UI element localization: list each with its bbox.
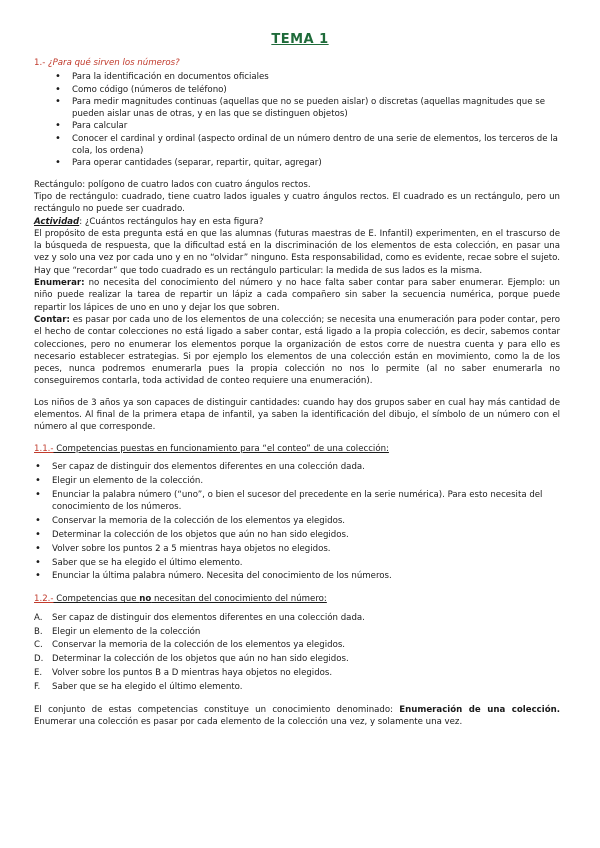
list-item: • Enunciar la última palabra número. Necesita del conocimiento de los números. bbox=[34, 570, 560, 582]
list-item: • Volver sobre los puntos 2 a 5 mientras haya objetos no elegidos. bbox=[34, 543, 560, 555]
activity-question: ¿Cuántos rectángulos hay en esta figura? bbox=[84, 216, 264, 227]
list-item: • Para medir magnitudes continuas (aquellas que no se pueden aislar) o discretas (aquellas magnitudes que se pueden aislar unas de otras, y en las que se distinguen objetos) bbox=[34, 96, 560, 121]
list-item: F. Saber que se ha elegido el último elemento. bbox=[34, 682, 243, 693]
list-item: • Conservar la memoria de la colección de los elementos ya elegidos. bbox=[34, 515, 560, 527]
activity-line: Actividad: ¿Cuántos rectángulos hay en esta figura? bbox=[34, 216, 264, 227]
competencies-list bbox=[34, 461, 560, 583]
list-item: A. Ser capaz de distinguir dos elementos diferentes en una colección dada. bbox=[34, 612, 365, 623]
document-body bbox=[34, 57, 560, 729]
section-heading-1-2: 1.2.- Competencias que no necesitan del conocimiento del número: bbox=[34, 594, 327, 605]
enumeration-term: Enumeración de una colección. bbox=[399, 704, 560, 715]
ninos-paragraph: Los niños de 3 años ya son capaces de distinguir cantidades: cuando hay dos grupos saber en cual hay más cantidad de elementos. Al final de la primera etapa de infantil, ya saben la identificación del dibujo, el símbolo de un número con el número al que corresponde. bbox=[34, 397, 560, 433]
no-number-competencies-list bbox=[34, 612, 560, 694]
list-item: D. Determinar la colección de los objetos que aún no han sido elegidos. bbox=[34, 654, 349, 665]
list-item: • Saber que se ha elegido el último elemento. bbox=[34, 557, 560, 569]
list-item: • Elegir un elemento de la colección. bbox=[34, 475, 560, 487]
list-item: • Como código (números de teléfono) bbox=[34, 84, 560, 96]
question-heading bbox=[34, 57, 560, 69]
uses-list bbox=[34, 71, 560, 169]
list-item: • Para operar cantidades (separar, repartir, quitar, agregar) bbox=[34, 157, 560, 169]
list-item: • Enunciar la palabra número (“uno”, o bien el sucesor del precedente en la serie numérica). Para esto necesita del conocimiento de los números. bbox=[34, 489, 560, 514]
enumerar-paragraph: Enumerar: no necesita del conocimiento del número y no hace falta saber contar para saber enumerar. Ejemplo: un niño puede realizar la tarea de repartir un lápiz a cada compañero sin saber la secuencia numérica, porque puede repartir los lápices de uno en uno y dejar los que sobren. bbox=[34, 278, 560, 313]
purpose-paragraph: El propósito de esta pregunta está en que las alumnas (futuras maestras de E. Infantil) experimenten, en el trascurso de la búsqueda de respuesta, que la dificultad está en la discriminación de los elementos de esta colección, en pasar una vez y solo una vez por cada uno y en no “olvidar” ninguno. Esta responsabilidad, como es evidente, recae sobre el sujeto. Hay que “recordar” que todo cuadrado es un rectángulo particular: la medida de sus lados es la misma. bbox=[34, 228, 560, 276]
section-heading-1-1: 1.1.- Competencias puestas en funcionamiento para “el conteo” de una colección: bbox=[34, 443, 389, 454]
rectangle-type: Tipo de rectángulo: cuadrado, tiene cuatro lados iguales y cuatro ángulos rectos. El cuadrado es un rectángulo, pero un rectángulo no puede ser cuadrado. bbox=[34, 191, 560, 215]
contar-term: Contar: bbox=[34, 314, 70, 325]
list-item: • Conocer el cardinal y ordinal (aspecto ordinal de un número dentro de una serie de elementos, los terceros de la cola, los ordena) bbox=[34, 133, 560, 158]
list-item: • Para la identificación en documentos oficiales bbox=[34, 71, 560, 83]
list-item: C. Conservar la memoria de la colección de los elementos ya elegidos. bbox=[34, 640, 346, 651]
list-item: B. Elegir un elemento de la colección bbox=[34, 626, 201, 637]
rectangle-definition: Rectángulo: polígono de cuatro lados con cuatro ángulos rectos. bbox=[34, 179, 311, 190]
enumerar-term: Enumerar: bbox=[34, 278, 85, 289]
list-item: • Ser capaz de distinguir dos elementos diferentes en una colección dada. bbox=[34, 461, 560, 473]
conclusion-paragraph: El conjunto de estas competencias constituye un conocimiento denominado: Enumeración de una colección. Enumerar una colección es pasar por cada elemento de la colección una vez, y solamente una vez. bbox=[34, 704, 560, 728]
list-item: • Determinar la colección de los objetos que aún no han sido elegidos. bbox=[34, 529, 560, 541]
list-item: E. Volver sobre los puntos B a D mientras haya objetos no elegidos. bbox=[34, 668, 333, 679]
question-text: ¿Para qué sirven los números? bbox=[48, 58, 180, 68]
question-number: 1.- bbox=[34, 58, 46, 68]
activity-label: Actividad bbox=[34, 216, 80, 227]
contar-paragraph: Contar: es pasar por cada uno de los elementos de una colección; se necesita una enumeración para poder contar, pero el hecho de contar colecciones no está ligado a saber contar, está ligado a la propia colección, es decir, sabemos contar colecciones, pero no enumerar los elementos porque la organización de estos corre de nuestra cuenta y para ello es necesario establecer estrategias. Si por ejemplo los elementos de una colección están en movimiento, como la de los peces, nunca podremos enumerarla pues la propia colección no nos lo permite (al no saber enumerarla no conseguiremos contarla, toda actividad de conteo requiere una enumeración). bbox=[34, 314, 560, 387]
page-title: TEMA 1 bbox=[271, 32, 329, 47]
list-item: • Para calcular bbox=[34, 120, 560, 132]
